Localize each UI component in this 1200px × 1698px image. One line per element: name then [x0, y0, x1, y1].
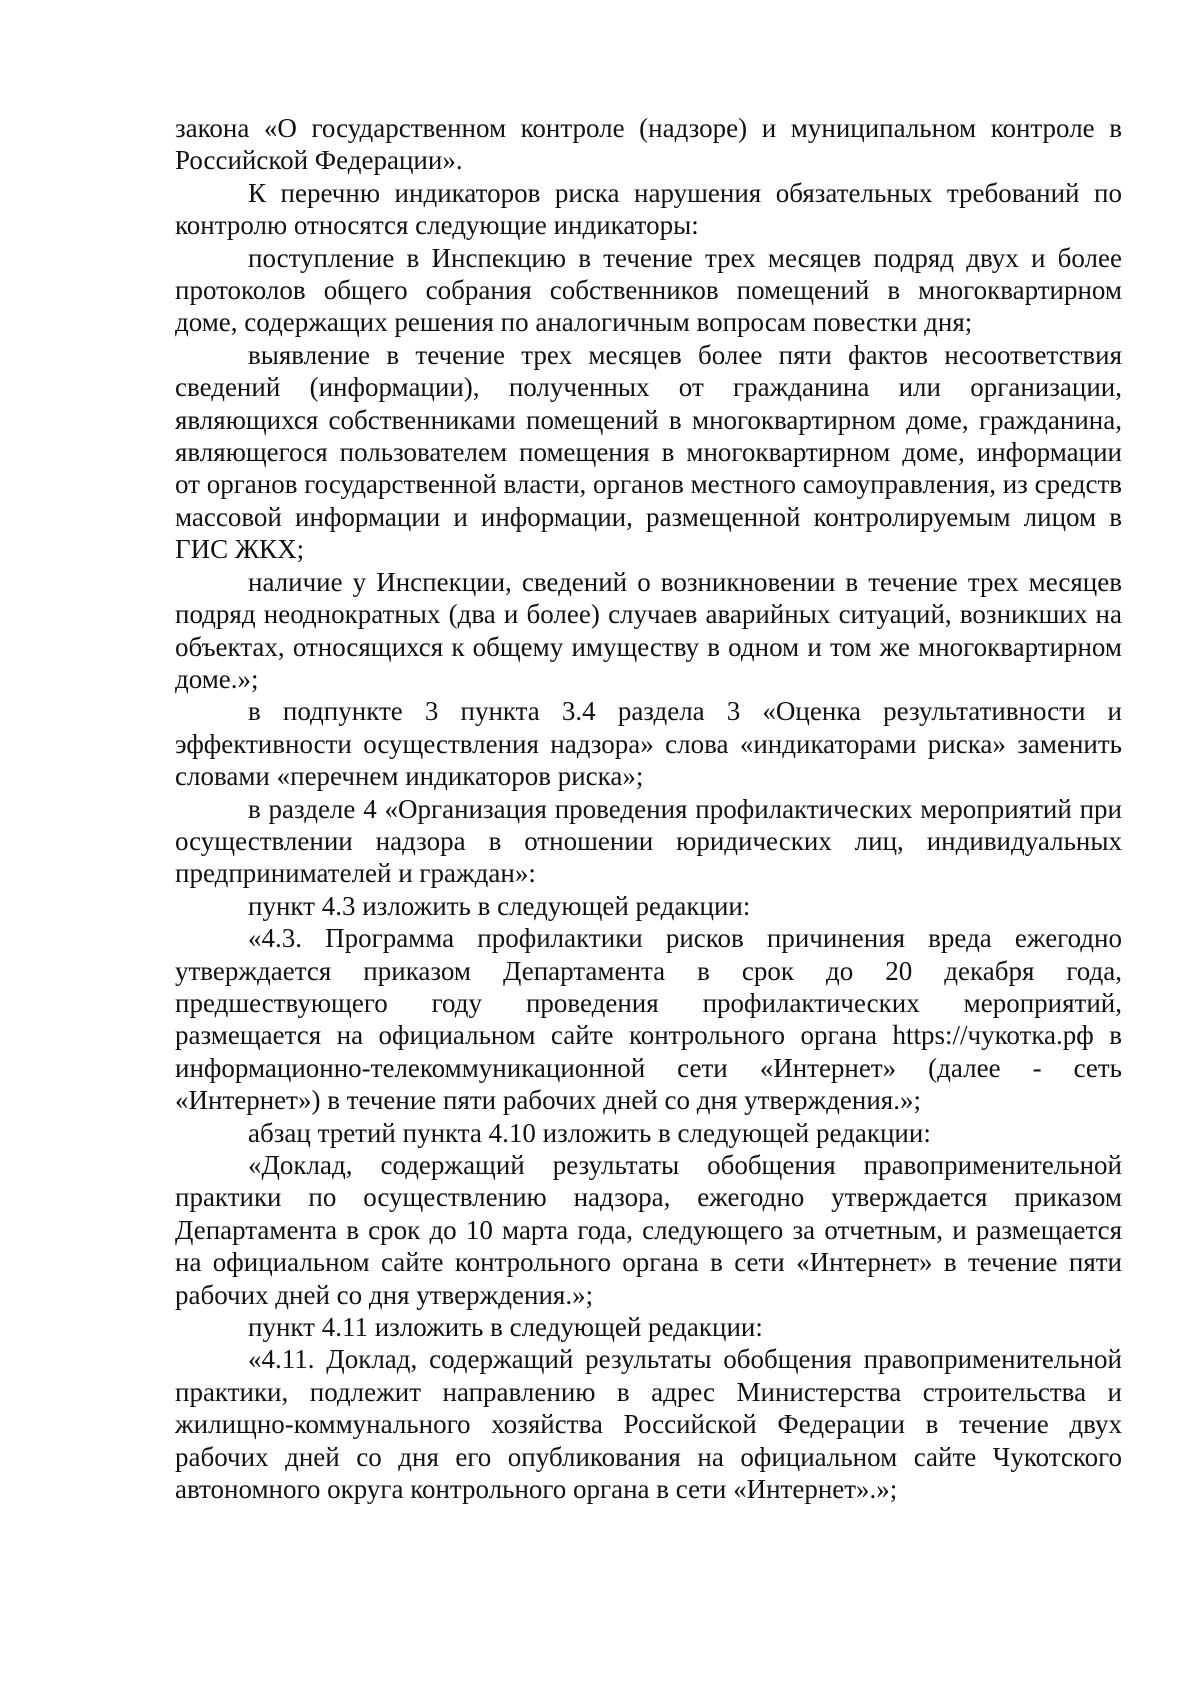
paragraph-indicator-emergencies: наличие у Инспекции, сведений о возникновении в течение трех месяцев подряд неоднократных (два и более) случаев аварийных ситуаций, возникших на объектах, относящихся к общему имуществу в одном и том же многоквартирном доме.»; — [175, 566, 1122, 694]
paragraph-item-4-10-text: «Доклад, содержащий результаты обобщения правоприменительной практики по осуществлению надзора, ежегодно утверждается приказом Департамента в срок до 10 марта года, следующего за отчетным, и размещается на официальном сайте контрольного органа в сети «Интернет» в течение пяти рабочих дней со дня утверждения.»; — [175, 1150, 1122, 1310]
paragraph-law-title-end: закона «О государственном контроле (надзоре) и муниципальном контроле в Российской Федерации». — [175, 113, 1122, 176]
document-page — [175, 112, 1122, 1505]
paragraph-item-4-3-text: «4.3. Программа профилактики рисков причинения вреда ежегодно утверждается приказом Департамента в срок до 20 декабря года, предшествующего году проведения профилактических мероприятий, размещается на официальном сайте контрольного органа https://чукотка.рф в информационно-телекоммуникационной сети «Интернет» (далее - сеть «Интернет») в течение пяти рабочих дней со дня утверждения.»; — [175, 923, 1122, 1116]
paragraph-amendment-3-4: в подпункте 3 пункта 3.4 раздела 3 «Оценка результативности и эффективности осуществления надзора» слова «индикаторами риска» заменить словами «перечнем индикаторов риска»; — [175, 696, 1122, 792]
paragraph-risk-indicators-intro: К перечню индикаторов риска нарушения обязательных требований по контролю относятся следующие индикаторы: — [175, 177, 1122, 241]
paragraph-item-4-11-intro: пункт 4.11 изложить в следующей редакции: — [248, 1312, 763, 1343]
paragraph-section-4: в разделе 4 «Организация проведения профилактических мероприятий при осуществлении надзора в отношении юридических лиц, индивидуальных предпринимателей и граждан»: — [175, 793, 1122, 889]
paragraph-item-4-10-intro: абзац третий пункта 4.10 изложить в следующей редакции: — [248, 1117, 931, 1148]
paragraph-item-4-11-text: «4.11. Доклад, содержащий результаты обобщения правоприменительной практики, подлежит направлению в адрес Министерства строительства и жилищно-коммунального хозяйства Российской Федерации в течение двух рабочих дней со дня его опубликования на официальном сайте Чукотского автономного округа контрольного органа в сети «Интернет».»; — [175, 1344, 1122, 1505]
paragraph-item-4-3-intro: пункт 4.3 изложить в следующей редакции: — [248, 890, 751, 921]
paragraph-indicator-mismatch: выявление в течение трех месяцев более пяти фактов несоответствия сведений (информации), полученных от гражданина или организации, являющихся собственниками помещений в многоквартирном доме, гражданина, являющегося пользователем помещения в многоквартирном доме, информации от органов государственной власти, органов местного самоуправления, из средств массовой информации и информации, размещенной контролируемым лицом в ГИС ЖКХ; — [175, 339, 1122, 565]
paragraph-indicator-protocols: поступление в Инспекцию в течение трех месяцев подряд двух и более протоколов общего собрания собственников помещений в многоквартирном доме, содержащих решения по аналогичным вопросам повестки дня; — [175, 242, 1122, 338]
